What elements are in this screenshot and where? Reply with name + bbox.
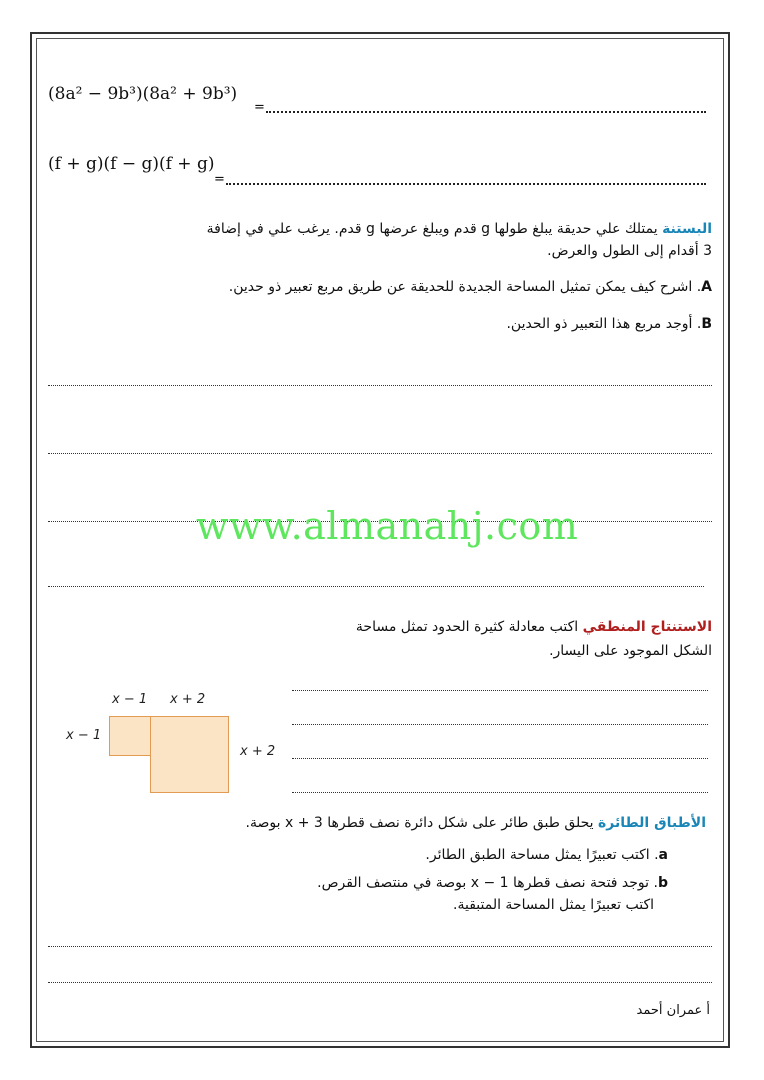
answer-line-11[interactable] xyxy=(48,946,712,947)
expression-2: (f + g)(f − g)(f + g) xyxy=(48,154,215,174)
garden-text-1: يمتلك علي حديقة يبلغ طولها g قدم ويبلغ عرضها g قدم. يرغب علي في إضافة xyxy=(206,221,658,237)
frisbee-b-text: . توجد فتحة نصف قطرها x − 1 بوصة في منتصف القرص. xyxy=(317,875,658,891)
part-b-text: . أوجد مربع هذا التعبير ذو الحدين. xyxy=(506,316,702,332)
frisbee-line-1 xyxy=(246,812,706,834)
watermark: www.almanahj.com xyxy=(196,504,579,548)
answer-line-6[interactable] xyxy=(48,586,704,587)
logic-line-1 xyxy=(356,616,712,638)
answer-line-1[interactable] xyxy=(266,111,706,113)
frisbee-a-letter: a xyxy=(658,847,668,863)
answer-line-2[interactable] xyxy=(226,183,706,185)
frisbee-part-a xyxy=(425,844,668,866)
frisbee-keyword: الأطباق الطائرة xyxy=(598,815,706,831)
frisbee-text-1: يحلق طبق طائر على شكل دائرة نصف قطرها x + 3 بوصة. xyxy=(245,815,594,831)
part-b-letter: B xyxy=(701,316,712,332)
logic-text-1: اكتب معادلة كثيرة الحدود تمثل مساحة xyxy=(355,619,579,635)
answer-line-3[interactable] xyxy=(48,385,712,386)
author-name: أ عمران أحمد xyxy=(636,1003,710,1018)
garden-text-2: 3 أقدام إلى الطول والعرض. xyxy=(547,243,712,259)
frisbee-a-text: . اكتب تعبيرًا يمثل مساحة الطبق الطائر. xyxy=(425,847,659,863)
equals-sign-2: = xyxy=(214,172,225,187)
expression-1: (8a² − 9b³)(8a² + 9b³) xyxy=(48,84,238,104)
equals-sign-1: = xyxy=(254,100,265,115)
answer-line-12[interactable] xyxy=(48,982,712,983)
frisbee-part-b xyxy=(317,872,668,894)
logic-text-2: الشكل الموجود على اليسار. xyxy=(549,643,712,659)
figure-label-right: x + 2 xyxy=(240,744,276,759)
part-a-text: . اشرح كيف يمكن تمثيل المساحة الجديدة للحديقة عن طريق مربع تعبير ذو حدين. xyxy=(228,279,702,295)
answer-line-4[interactable] xyxy=(48,453,712,454)
figure-label-top-right: x + 2 xyxy=(170,692,206,707)
figure-label-top-left: x − 1 xyxy=(112,692,148,707)
part-a-letter: A xyxy=(701,279,712,295)
garden-line-1 xyxy=(207,218,712,240)
garden-keyword: البستنة xyxy=(662,221,712,237)
answer-line-7[interactable] xyxy=(292,690,708,691)
answer-line-10[interactable] xyxy=(292,792,708,793)
logic-keyword: الاستنتاج المنطقي xyxy=(582,619,712,635)
figure-label-left: x − 1 xyxy=(66,728,102,743)
frisbee-b-line2: اكتب تعبيرًا يمثل المساحة المتبقية. xyxy=(453,897,654,913)
garden-part-b xyxy=(506,313,712,335)
large-square xyxy=(150,716,229,793)
answer-line-8[interactable] xyxy=(292,724,708,725)
garden-part-a xyxy=(229,276,712,298)
small-square xyxy=(109,716,151,756)
answer-line-9[interactable] xyxy=(292,758,708,759)
frisbee-b-letter: b xyxy=(657,875,668,891)
